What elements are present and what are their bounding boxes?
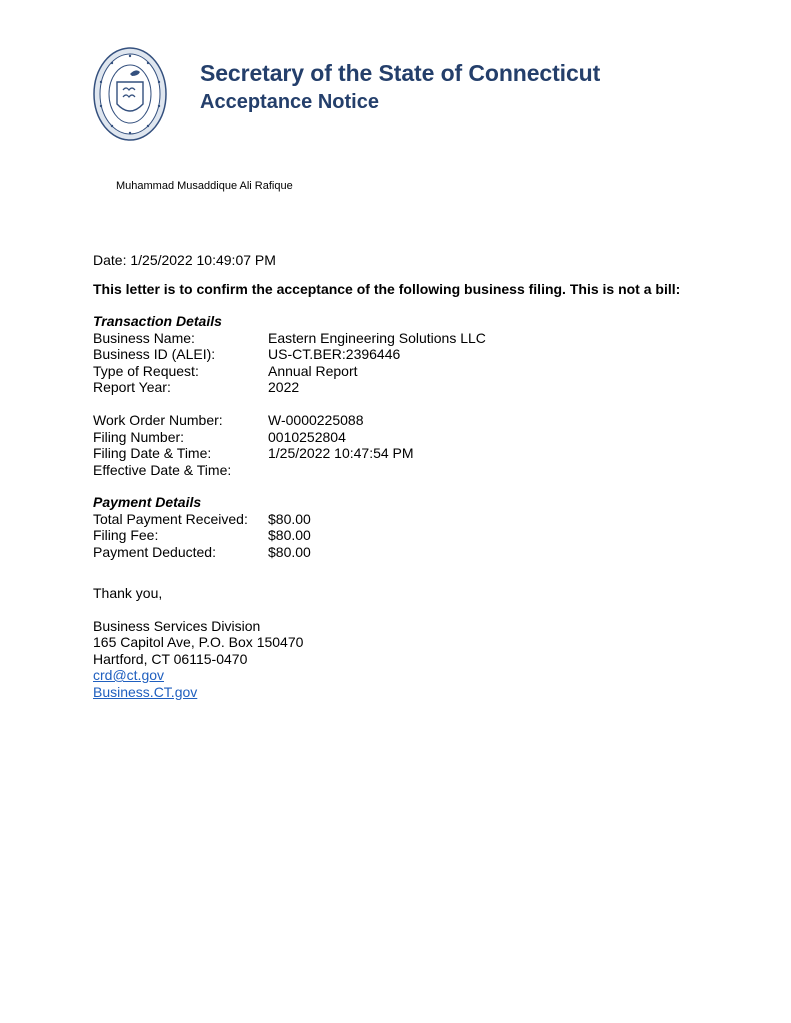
page-title: Secretary of the State of Connecticut (200, 60, 601, 86)
detail-row (93, 445, 680, 462)
detail-label: Filing Date & Time: (93, 445, 212, 461)
detail-row (93, 379, 680, 396)
page-subtitle: Acceptance Notice (200, 91, 379, 113)
payment-row (93, 511, 680, 528)
recipient-name: Muhammad Musaddique Ali Rafique (116, 180, 293, 192)
detail-label: Effective Date & Time: (93, 461, 232, 478)
division-name: Business Services Division (93, 617, 261, 634)
email-link[interactable]: crd@ct.gov (93, 667, 165, 683)
detail-label: Work Order Number: (93, 412, 223, 428)
detail-row (93, 330, 680, 347)
detail-row (93, 346, 680, 363)
payment-row (93, 527, 680, 544)
address-line-2: Hartford, CT 06115-0470 (93, 650, 248, 667)
detail-value: 2022 (268, 379, 300, 395)
confirmation-text: This letter is to confirm the acceptance of the following business filing. This is not a bill: (93, 280, 681, 297)
letter-body (93, 252, 680, 700)
detail-row (93, 412, 680, 429)
detail-row (93, 462, 680, 479)
detail-value: Annual Report (268, 362, 358, 379)
detail-label: Filing Number: (93, 428, 185, 445)
date-line: Date: 1/25/2022 10:49:07 PM (93, 252, 276, 268)
detail-label: Report Year: (93, 379, 171, 395)
detail-label: Business Name: (93, 329, 195, 346)
detail-label: Type of Request: (93, 362, 199, 379)
website-link[interactable]: Business.CT.gov (93, 683, 198, 700)
payment-label: Total Payment Received: (93, 510, 248, 527)
detail-row (93, 363, 680, 380)
signature-block (93, 618, 680, 701)
payment-label: Filing Fee: (93, 527, 159, 543)
detail-value: US-CT.BER:2396446 (268, 346, 401, 362)
detail-row (93, 429, 680, 446)
detail-label: Business ID (ALEI): (93, 346, 216, 362)
transaction-details-heading: Transaction Details (93, 313, 222, 329)
closing-text: Thank you, (93, 585, 163, 601)
payment-row (93, 544, 680, 561)
payment-details-heading: Payment Details (93, 494, 202, 510)
detail-value: 1/25/2022 10:47:54 PM (268, 445, 414, 461)
spacer (93, 396, 680, 413)
detail-value: 0010252804 (268, 428, 346, 445)
payment-value: $80.00 (268, 510, 311, 527)
payment-value: $80.00 (268, 543, 311, 560)
detail-value: Eastern Engineering Solutions LLC (268, 329, 486, 346)
payment-label: Payment Deducted: (93, 543, 216, 560)
detail-value: W-0000225088 (268, 412, 364, 428)
state-seal-icon (93, 46, 167, 142)
address-line-1: 165 Capitol Ave, P.O. Box 150470 (93, 634, 304, 650)
payment-value: $80.00 (268, 527, 311, 543)
